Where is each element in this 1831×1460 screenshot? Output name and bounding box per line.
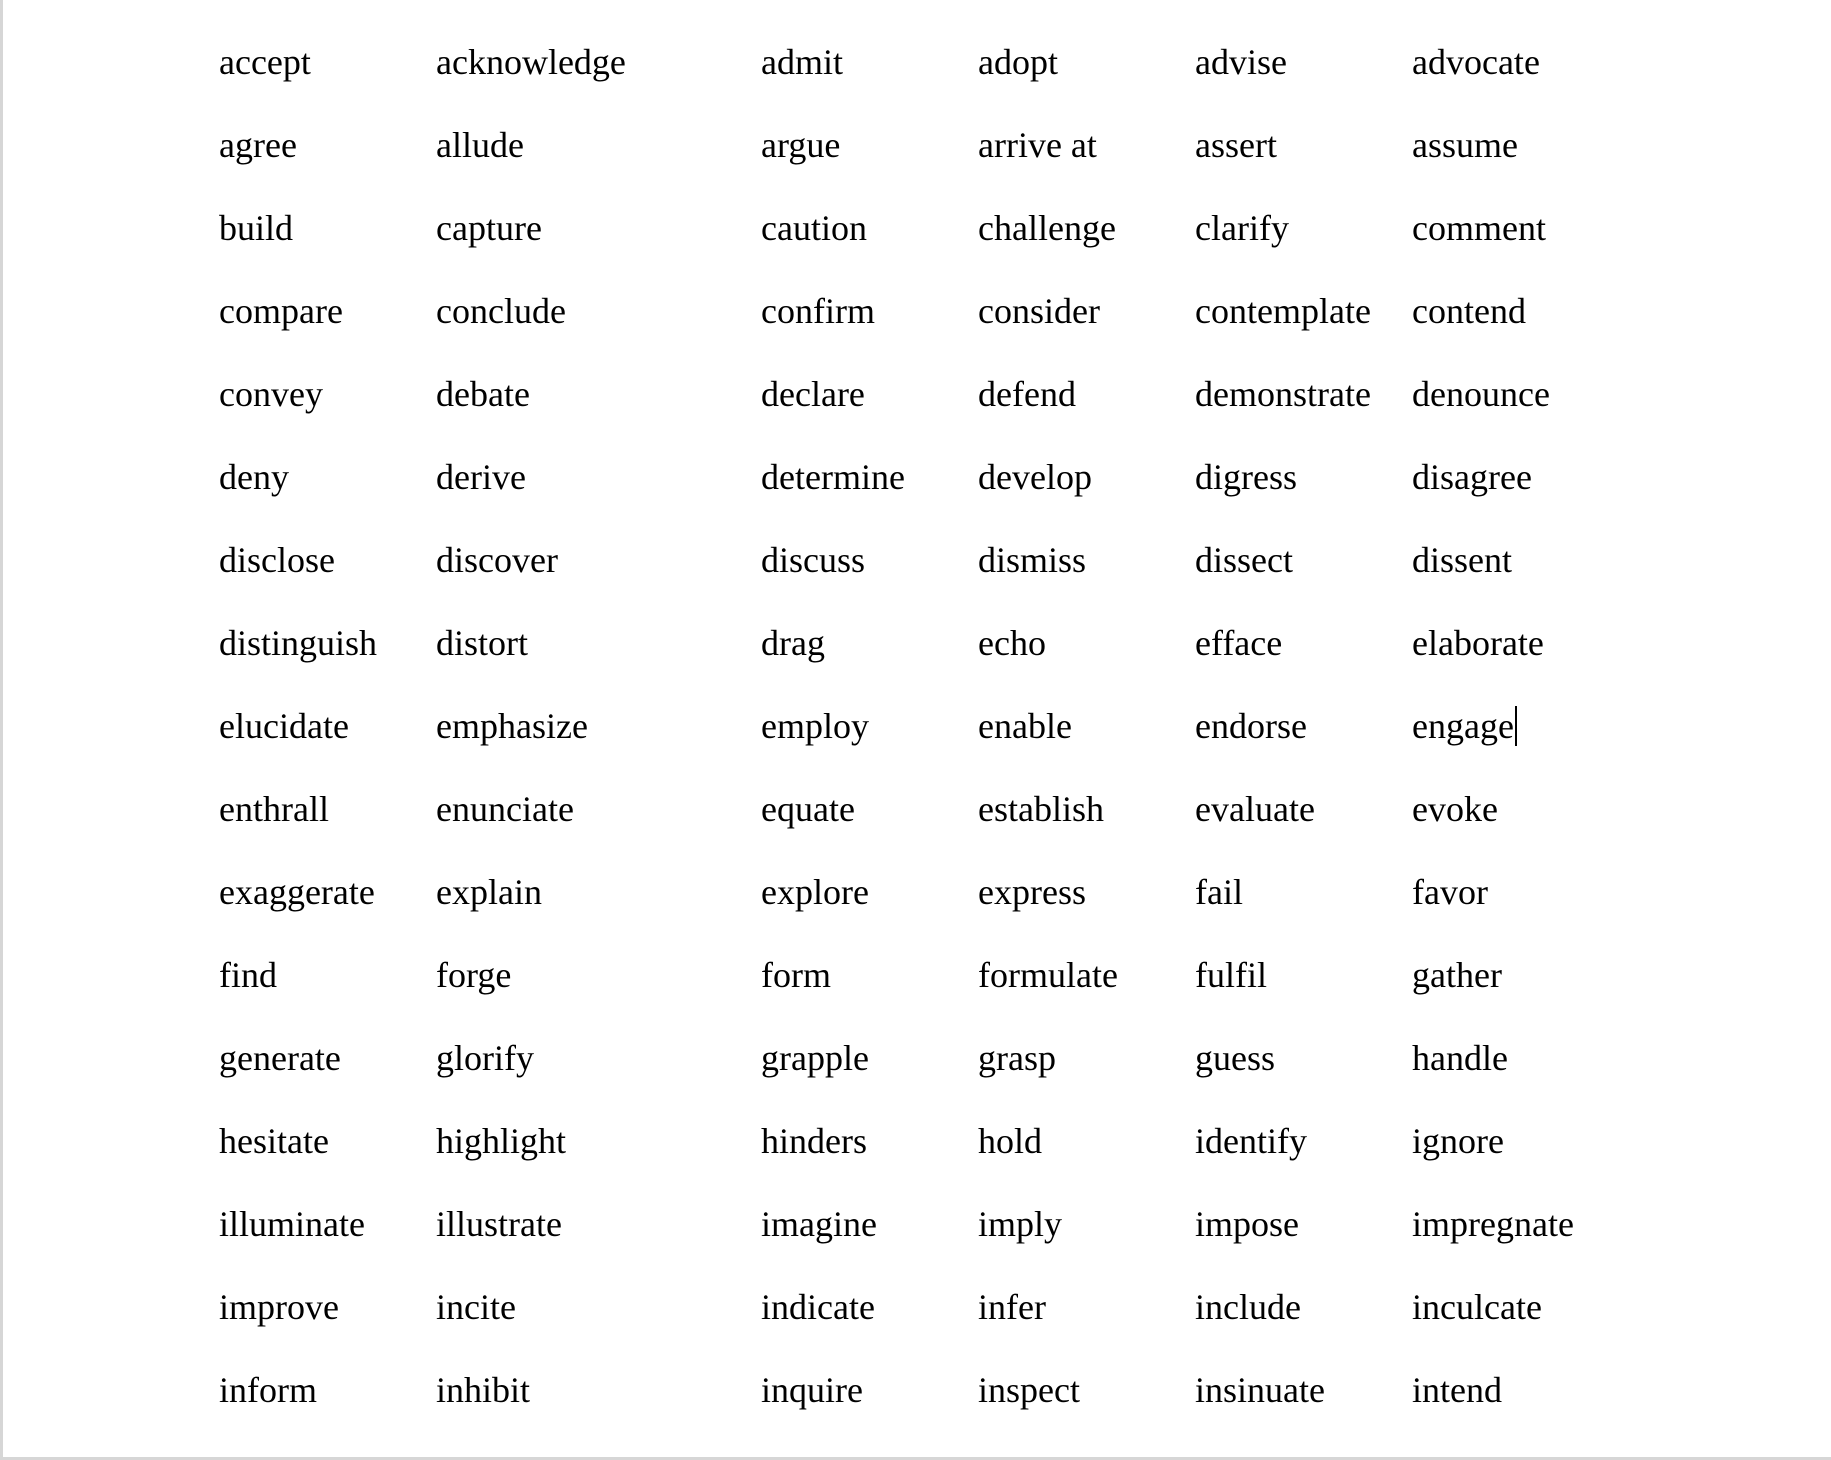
word-cell[interactable]	[1412, 869, 1629, 952]
word-cell[interactable]	[761, 869, 978, 952]
word-text: agree	[219, 125, 297, 165]
word-cell[interactable]	[219, 371, 436, 454]
word-cell[interactable]	[761, 1035, 978, 1118]
word-text: convey	[219, 374, 323, 414]
word-text: evaluate	[1195, 789, 1315, 829]
word-cell[interactable]	[1412, 1201, 1629, 1284]
word-cell[interactable]	[1195, 869, 1412, 952]
word-cell[interactable]	[436, 205, 761, 288]
word-cell[interactable]	[219, 39, 436, 122]
word-cell[interactable]	[761, 205, 978, 288]
word-cell[interactable]	[1195, 537, 1412, 620]
word-cell[interactable]	[1412, 122, 1629, 205]
word-cell[interactable]	[436, 454, 761, 537]
word-text: enable	[978, 706, 1072, 746]
word-text: drag	[761, 623, 825, 663]
word-text: ignore	[1412, 1121, 1504, 1161]
word-text: elaborate	[1412, 623, 1544, 663]
word-cell[interactable]	[436, 537, 761, 620]
word-text: enthrall	[219, 789, 329, 829]
word-text: dissect	[1195, 540, 1293, 580]
word-cell[interactable]	[436, 1118, 761, 1201]
word-cell[interactable]	[761, 122, 978, 205]
word-cell[interactable]	[761, 1201, 978, 1284]
word-text: distort	[436, 623, 529, 663]
word-text: impose	[1195, 1204, 1299, 1244]
word-text: denounce	[1412, 374, 1550, 414]
word-text: adopt	[978, 42, 1058, 82]
word-cell[interactable]	[978, 288, 1195, 371]
word-text: forge	[436, 955, 512, 995]
word-text: improve	[219, 1287, 339, 1327]
word-text: efface	[1195, 623, 1283, 663]
word-cell[interactable]	[978, 1201, 1195, 1284]
word-text: admit	[761, 42, 843, 82]
word-cell[interactable]	[436, 786, 761, 869]
word-text: fulfil	[1195, 955, 1267, 995]
word-cell[interactable]	[436, 1201, 761, 1284]
word-cell[interactable]	[1195, 39, 1412, 122]
word-cell[interactable]	[978, 454, 1195, 537]
word-text: inquire	[761, 1370, 863, 1410]
word-cell[interactable]	[219, 869, 436, 952]
word-text: arrive at	[978, 125, 1097, 165]
word-text: grapple	[761, 1038, 869, 1078]
word-cell[interactable]	[761, 1118, 978, 1201]
page-left-edge	[0, 0, 3, 1460]
word-text: defend	[978, 374, 1076, 414]
word-text: emphasize	[436, 706, 588, 746]
word-cell[interactable]	[978, 1118, 1195, 1201]
word-cell[interactable]	[436, 869, 761, 952]
word-cell[interactable]	[1412, 952, 1629, 1035]
word-cell[interactable]	[978, 703, 1195, 786]
word-text: echo	[978, 623, 1046, 663]
word-cell[interactable]	[1195, 1367, 1412, 1450]
word-cell[interactable]	[1412, 1367, 1629, 1450]
word-text: conclude	[436, 291, 566, 331]
word-cell[interactable]	[436, 288, 761, 371]
word-cell[interactable]	[219, 537, 436, 620]
word-cell[interactable]	[219, 703, 436, 786]
word-cell[interactable]	[978, 1367, 1195, 1450]
word-text: capture	[436, 208, 542, 248]
word-text: equate	[761, 789, 855, 829]
word-cell[interactable]	[978, 786, 1195, 869]
word-text: disagree	[1412, 457, 1532, 497]
word-text: gather	[1412, 955, 1502, 995]
word-cell[interactable]	[436, 1284, 761, 1367]
word-cell[interactable]	[1195, 1035, 1412, 1118]
word-cell[interactable]	[1195, 786, 1412, 869]
word-cell[interactable]	[1412, 454, 1629, 537]
word-text: argue	[761, 125, 841, 165]
word-cell[interactable]	[978, 371, 1195, 454]
word-text: comment	[1412, 208, 1546, 248]
word-text: impregnate	[1412, 1204, 1574, 1244]
word-text: indicate	[761, 1287, 875, 1327]
word-cell[interactable]	[219, 1201, 436, 1284]
word-text: infer	[978, 1287, 1046, 1327]
word-cell[interactable]	[761, 786, 978, 869]
word-cell[interactable]	[219, 288, 436, 371]
word-text: declare	[761, 374, 865, 414]
word-cell[interactable]	[436, 122, 761, 205]
word-text: generate	[219, 1038, 341, 1078]
word-text: contemplate	[1195, 291, 1371, 331]
word-cell[interactable]	[1412, 205, 1629, 288]
word-cell[interactable]	[1412, 288, 1629, 371]
word-text: contend	[1412, 291, 1526, 331]
word-cell[interactable]	[1412, 786, 1629, 869]
word-cell[interactable]	[219, 205, 436, 288]
word-cell[interactable]	[1412, 1118, 1629, 1201]
word-text: assume	[1412, 125, 1518, 165]
word-cell[interactable]	[761, 620, 978, 703]
word-cell[interactable]	[761, 952, 978, 1035]
word-text: form	[761, 955, 831, 995]
word-cell[interactable]	[436, 952, 761, 1035]
word-text: glorify	[436, 1038, 534, 1078]
word-text: develop	[978, 457, 1092, 497]
word-text: inspect	[978, 1370, 1080, 1410]
word-text: compare	[219, 291, 343, 331]
word-cell[interactable]	[1195, 205, 1412, 288]
word-cell[interactable]	[1412, 1035, 1629, 1118]
word-text: digress	[1195, 457, 1297, 497]
word-text: accept	[219, 42, 311, 82]
word-text: handle	[1412, 1038, 1508, 1078]
word-cell[interactable]	[1195, 371, 1412, 454]
word-cell[interactable]	[436, 703, 761, 786]
word-text: confirm	[761, 291, 875, 331]
word-text: grasp	[978, 1038, 1056, 1078]
word-cell[interactable]	[761, 371, 978, 454]
word-cell[interactable]	[219, 1118, 436, 1201]
word-cell[interactable]	[1195, 1201, 1412, 1284]
word-text: highlight	[436, 1121, 567, 1161]
word-text: explain	[436, 872, 542, 912]
word-cell[interactable]	[1412, 39, 1629, 122]
word-text: inculcate	[1412, 1287, 1542, 1327]
word-text: enunciate	[436, 789, 574, 829]
word-text: dismiss	[978, 540, 1087, 580]
word-text: hold	[978, 1121, 1043, 1161]
word-text: demonstrate	[1195, 374, 1371, 414]
word-text: identify	[1195, 1121, 1307, 1161]
word-cell[interactable]	[1412, 1284, 1629, 1367]
word-cell[interactable]	[436, 1035, 761, 1118]
text-cursor	[1515, 706, 1517, 746]
word-text: acknowledge	[436, 42, 626, 82]
word-text: caution	[761, 208, 867, 248]
word-text: discover	[436, 540, 558, 580]
word-cell[interactable]	[1195, 454, 1412, 537]
word-cell[interactable]	[1195, 952, 1412, 1035]
word-cell[interactable]	[761, 454, 978, 537]
word-text: imagine	[761, 1204, 877, 1244]
word-cell[interactable]	[761, 39, 978, 122]
word-text: assert	[1195, 125, 1277, 165]
word-cell[interactable]	[436, 1367, 761, 1450]
word-cell[interactable]	[978, 1035, 1195, 1118]
word-text: consider	[978, 291, 1100, 331]
word-text: build	[219, 208, 294, 248]
word-table	[219, 39, 1629, 1450]
word-text: imply	[978, 1204, 1063, 1244]
word-text: fail	[1195, 872, 1243, 912]
word-text: include	[1195, 1287, 1301, 1327]
word-text: determine	[761, 457, 905, 497]
word-cell[interactable]	[1195, 1118, 1412, 1201]
word-text: incite	[436, 1287, 516, 1327]
word-text: exaggerate	[219, 872, 375, 912]
word-text: distinguish	[219, 623, 378, 663]
word-cell[interactable]	[219, 952, 436, 1035]
word-text: deny	[219, 457, 289, 497]
word-text: allude	[436, 125, 524, 165]
word-cell[interactable]	[1412, 371, 1629, 454]
word-cell[interactable]	[1195, 620, 1412, 703]
word-text: establish	[978, 789, 1104, 829]
word-text: challenge	[978, 208, 1116, 248]
word-cell[interactable]	[1195, 703, 1412, 786]
word-text: dissent	[1412, 540, 1513, 580]
word-cell[interactable]	[761, 288, 978, 371]
word-cell[interactable]	[978, 537, 1195, 620]
word-cell[interactable]	[978, 205, 1195, 288]
word-text: elucidate	[219, 706, 349, 746]
word-cell[interactable]	[1412, 703, 1629, 786]
word-cell[interactable]	[219, 1367, 436, 1450]
word-cell[interactable]	[761, 1367, 978, 1450]
word-text: derive	[436, 457, 526, 497]
word-cell[interactable]	[978, 952, 1195, 1035]
word-text: illustrate	[436, 1204, 562, 1244]
word-text: intend	[1412, 1370, 1502, 1410]
word-text: favor	[1412, 872, 1488, 912]
word-cell[interactable]	[1412, 620, 1629, 703]
word-text: discuss	[761, 540, 866, 580]
word-cell[interactable]	[761, 537, 978, 620]
word-text: illuminate	[219, 1204, 365, 1244]
word-text: engage	[1412, 706, 1514, 746]
word-cell[interactable]	[436, 39, 761, 122]
word-cell[interactable]	[219, 454, 436, 537]
word-cell[interactable]	[219, 122, 436, 205]
word-cell[interactable]	[1195, 122, 1412, 205]
word-cell[interactable]	[436, 371, 761, 454]
word-text: endorse	[1195, 706, 1307, 746]
word-cell[interactable]	[978, 620, 1195, 703]
word-text: inhibit	[436, 1370, 531, 1410]
word-text: evoke	[1412, 789, 1498, 829]
word-cell[interactable]	[978, 1284, 1195, 1367]
word-text: explore	[761, 872, 869, 912]
word-cell[interactable]	[978, 122, 1195, 205]
word-cell[interactable]	[1412, 537, 1629, 620]
word-text: hesitate	[219, 1121, 329, 1161]
word-text: advise	[1195, 42, 1287, 82]
word-cell[interactable]	[436, 620, 761, 703]
word-text: insinuate	[1195, 1370, 1325, 1410]
word-cell[interactable]	[219, 1284, 436, 1367]
word-text: inform	[219, 1370, 317, 1410]
word-text: guess	[1195, 1038, 1275, 1078]
word-text: express	[978, 872, 1086, 912]
word-cell[interactable]	[219, 786, 436, 869]
word-text: employ	[761, 706, 869, 746]
word-text: formulate	[978, 955, 1118, 995]
word-cell[interactable]	[1195, 288, 1412, 371]
word-cell[interactable]	[978, 869, 1195, 952]
word-text: debate	[436, 374, 530, 414]
word-cell[interactable]	[219, 620, 436, 703]
word-cell[interactable]	[978, 39, 1195, 122]
word-cell[interactable]	[219, 1035, 436, 1118]
word-text: find	[219, 955, 277, 995]
word-text: advocate	[1412, 42, 1540, 82]
word-cell[interactable]	[1195, 1284, 1412, 1367]
word-text: disclose	[219, 540, 335, 580]
word-cell[interactable]	[761, 703, 978, 786]
word-cell[interactable]	[761, 1284, 978, 1367]
word-text: clarify	[1195, 208, 1289, 248]
word-text: hinders	[761, 1121, 867, 1161]
